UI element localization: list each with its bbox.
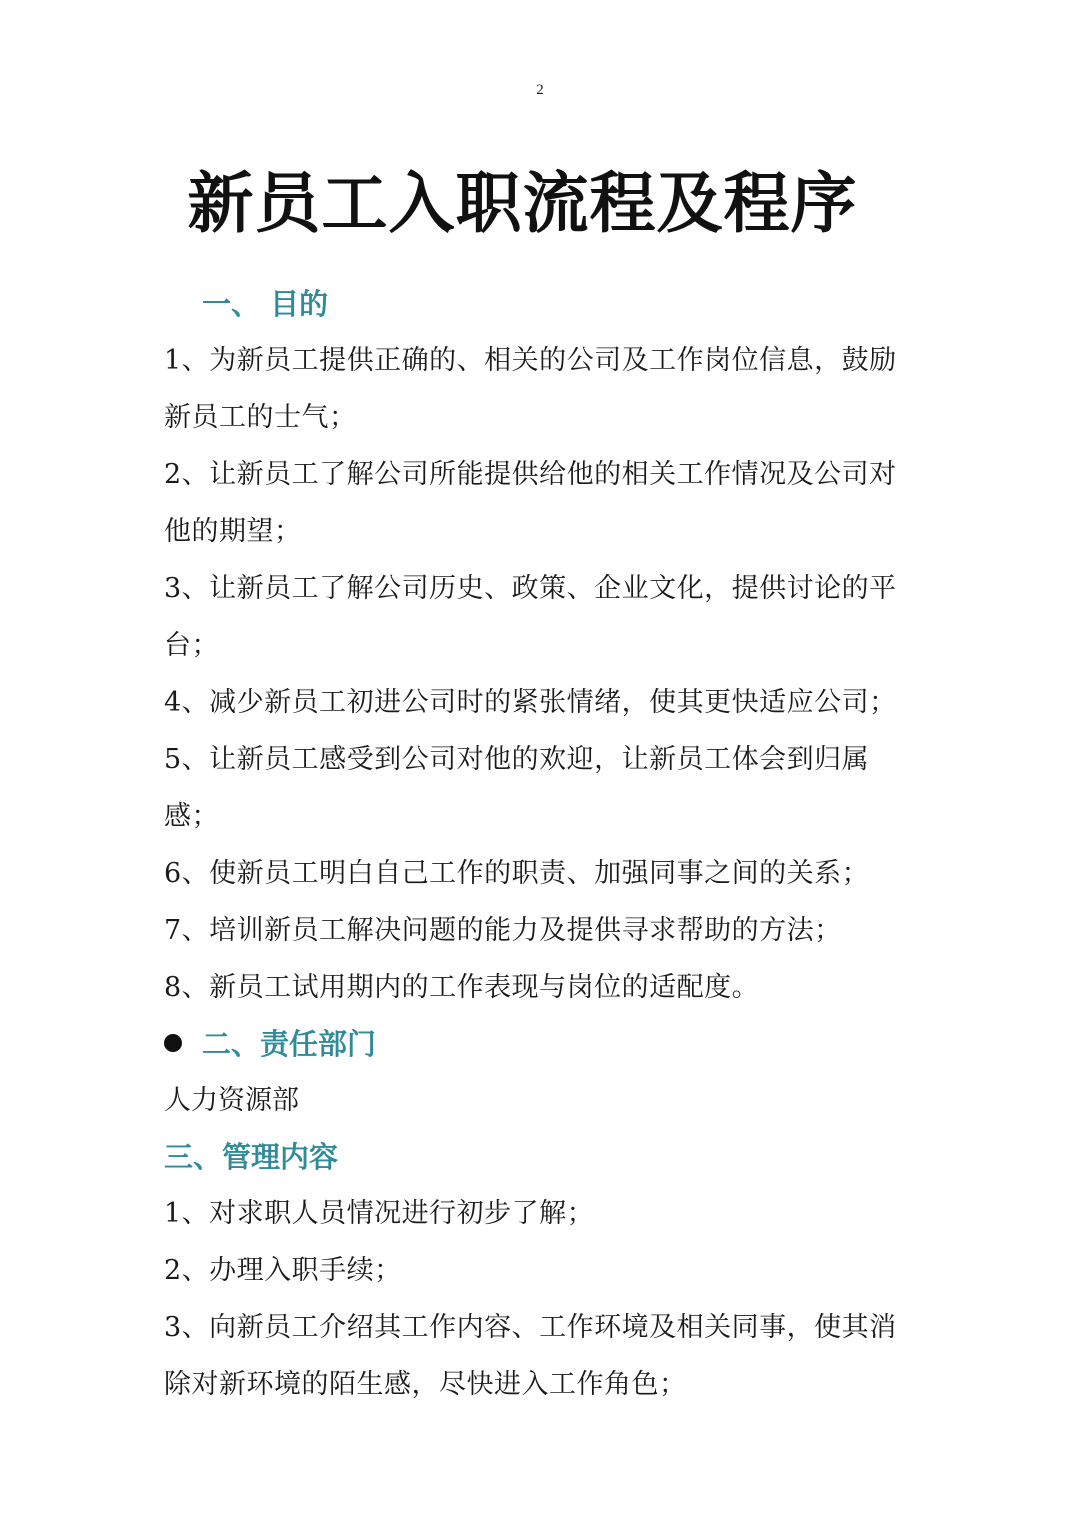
management-item: 3、向新员工介绍其工作内容、工作环境及相关同事，使其消除对新环境的陌生感，尽快进入工作角色； — [164, 1312, 897, 1400]
purpose-item: 3、让新员工了解公司历史、政策、企业文化，提供讨论的平台； — [164, 573, 897, 661]
section-heading-responsible-dept — [164, 1016, 924, 1072]
responsible-dept-text: 人力资源部 — [164, 1085, 299, 1116]
management-item: 2、办理入职手续； — [164, 1255, 402, 1286]
document-title: 新员工入职流程及程序 — [187, 165, 858, 242]
purpose-item: 4、减少新员工初进公司时的紧张情绪，使其更快适应公司； — [164, 687, 897, 718]
section-heading-label: 二、责任部门 — [202, 1027, 377, 1061]
purpose-item: 1、为新员工提供正确的、相关的公司及工作岗位信息，鼓励新员工的士气； — [164, 345, 897, 433]
purpose-item: 5、让新员工感受到公司对他的欢迎，让新员工体会到归属感； — [164, 744, 870, 832]
purpose-item: 7、培训新员工解决问题的能力及提供寻求帮助的方法； — [164, 915, 842, 946]
purpose-item: 2、让新员工了解公司所能提供给他的相关工作情况及公司对他的期望； — [164, 459, 897, 547]
management-item: 1、对求职人员情况进行初步了解； — [164, 1198, 595, 1229]
section-heading-purpose: 一、 目的 — [202, 287, 329, 321]
document-body — [164, 276, 924, 1413]
bullet-icon — [164, 1034, 182, 1052]
section-heading-management: 三、管理内容 — [164, 1140, 339, 1174]
purpose-item: 6、使新员工明白自己工作的职责、加强同事之间的关系； — [164, 858, 870, 889]
purpose-item: 8、新员工试用期内的工作表现与岗位的适配度。 — [164, 972, 760, 1003]
page-number: 2 — [536, 82, 544, 98]
